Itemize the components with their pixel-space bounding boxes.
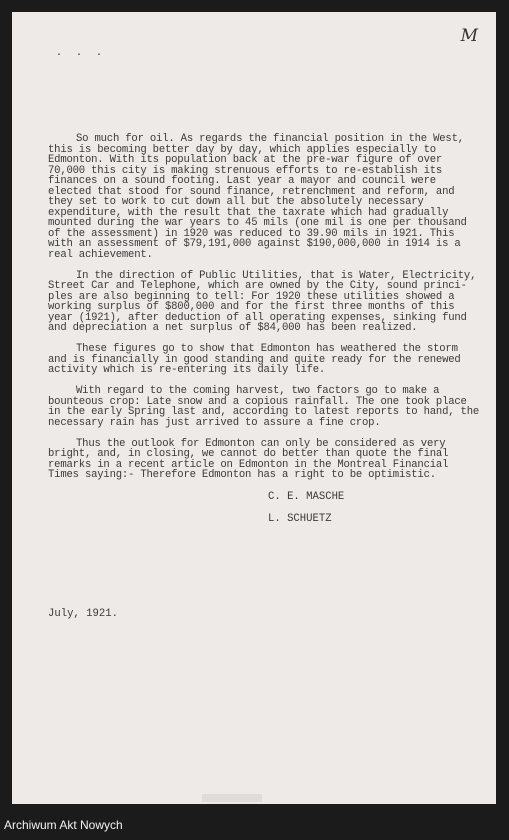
document-page — [12, 12, 496, 804]
paragraph-figures: These figures go to show that Edmonton has weathered the storm and is financially in good standing and quite ready for the renewed activity which is re-entering its daily life. — [48, 343, 461, 376]
page-mark: . . . — [56, 48, 107, 59]
paragraph-finance: So much for oil. As regards the financial position in the West, this is becoming better day by day, which applies especially to Edmonton. With its population back at the pre-war figure of over 70,000 this city is making strenuous efforts to re-establish its finances on a sound footing. Last year a mayor and council were elected that stood for sound finance, retrenchment and reform, and they set to work to cut down all but the absolutely necessary expenditure, with the result that the taxrate which had gradually mounted during the war years to 45 mils (one mil is one per thousand of the assessment) in 1920 was reduced to 39.90 mils in 1921. This with an assessment of $79,191,000 against $190,000,000 in 1914 is a real achievement. — [48, 133, 467, 261]
signature-masche: C. E. MASCHE — [268, 491, 345, 503]
show-through-mark — [202, 794, 262, 802]
signature-block — [268, 492, 344, 536]
signature-schuetz: L. SCHUETZ — [268, 513, 332, 525]
letter-date: July, 1921. — [48, 608, 118, 620]
letter-body — [48, 134, 480, 491]
paragraph-utilities: In the direction of Public Utilities, that is Water, Electricity, Street Car and Telephone, which are owned by the City, sound princi- ples are also beginning to tell: For 1920 these utilities showed a working surplus of $800,000 and for the first three months of this year (1921), after deduction of all operating expenses, sinking fund and depreciation a net surplus of $84,000 has been realized. — [48, 269, 477, 334]
paragraph-outlook: Thus the outlook for Edmonton can only be considered as very bright, and, in closing, we cannot do better than quote the final remarks in a recent article on Edmonton in the Montreal Financial Times saying:- Therefore Edmonton has a right to be optimistic. — [48, 437, 449, 481]
archive-footer — [0, 812, 509, 840]
folio-mark: M — [460, 26, 478, 46]
paragraph-harvest: With regard to the coming harvest, two factors go to make a bounteous crop: Late snow and a copious rainfall. The one took place in the early Spring last and, according to latest reports to hand, the necessary rain has just arrived to assure a fine crop. — [48, 385, 480, 429]
archive-name: Archiwum Akt Nowych — [4, 818, 123, 832]
